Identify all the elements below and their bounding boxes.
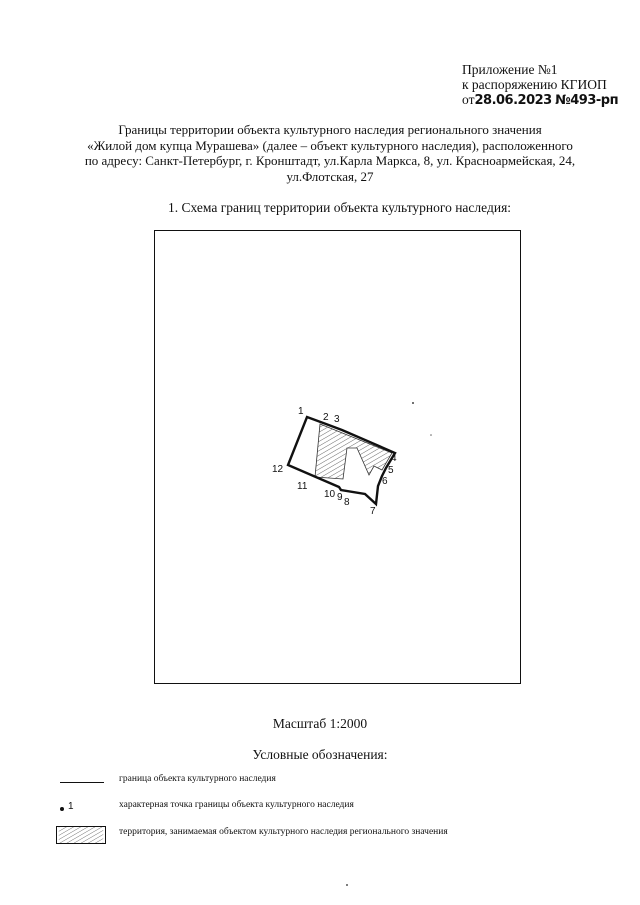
document-title — [60, 122, 600, 184]
point-label: 3 — [334, 414, 340, 425]
point-label: 5 — [388, 465, 394, 476]
appendix-header — [462, 62, 618, 108]
point-label: 6 — [382, 476, 388, 487]
point-label: 7 — [370, 506, 376, 517]
point-label: 8 — [344, 497, 350, 508]
point-label: 2 — [323, 412, 329, 423]
point-label: 10 — [324, 489, 336, 500]
point-label: 9 — [337, 492, 343, 503]
title-line-4: ул.Флотская, 27 — [286, 168, 374, 184]
appendix-date-line — [462, 92, 618, 108]
legend-item-point — [40, 797, 600, 821]
legend-item-territory — [40, 824, 600, 848]
hatched-territory-symbol — [54, 824, 110, 848]
map-scale: Масштаб 1:2000 — [272, 716, 368, 731]
appendix-order-line: к распоряжению КГИОП — [462, 77, 607, 92]
legend-item-text: граница объекта культурного наследия — [119, 774, 276, 784]
scan-speck — [412, 402, 414, 404]
point-label: 1 — [298, 406, 304, 417]
point-label: 12 — [272, 464, 284, 475]
boundary-map-svg — [155, 231, 522, 685]
title-line-3: по адресу: Санкт-Петербург, г. Кронштадт, ул.Карла Маркса, 8, ул. Красноармейская, 24, — [84, 153, 576, 168]
legend-item-boundary — [40, 771, 600, 795]
handwritten-date: 28.06.2023 — [474, 93, 552, 108]
title-line-1: Границы территории объекта культурного наследия регионального значения — [118, 122, 542, 137]
boundary-point-symbol — [54, 797, 110, 821]
appendix-number: Приложение №1 — [462, 62, 558, 77]
scan-speck — [430, 434, 432, 436]
object-territory-hatch — [315, 424, 392, 479]
legend-item-text: характерная точка границы объекта культурного наследия — [119, 800, 354, 810]
point-symbol-label: 1 — [68, 801, 74, 812]
boundary-map — [154, 230, 521, 684]
title-line-2: «Жилой дом купца Мурашева» (далее – объект культурного наследия), расположенного — [87, 137, 573, 153]
point-label: 4 — [391, 453, 397, 464]
handwritten-number: №493-рп — [555, 93, 619, 108]
scan-speck — [346, 884, 348, 886]
date-prefix: от — [462, 92, 475, 107]
schema-heading: 1. Схема границ территории объекта культурного наследия: — [168, 200, 512, 215]
point-label: 11 — [297, 481, 308, 492]
legend-item-text: территория, занимаемая объектом культурного наследия регионального значения — [119, 827, 448, 837]
legend-title: Условные обозначения: — [252, 747, 388, 762]
boundary-line-symbol — [54, 771, 110, 795]
